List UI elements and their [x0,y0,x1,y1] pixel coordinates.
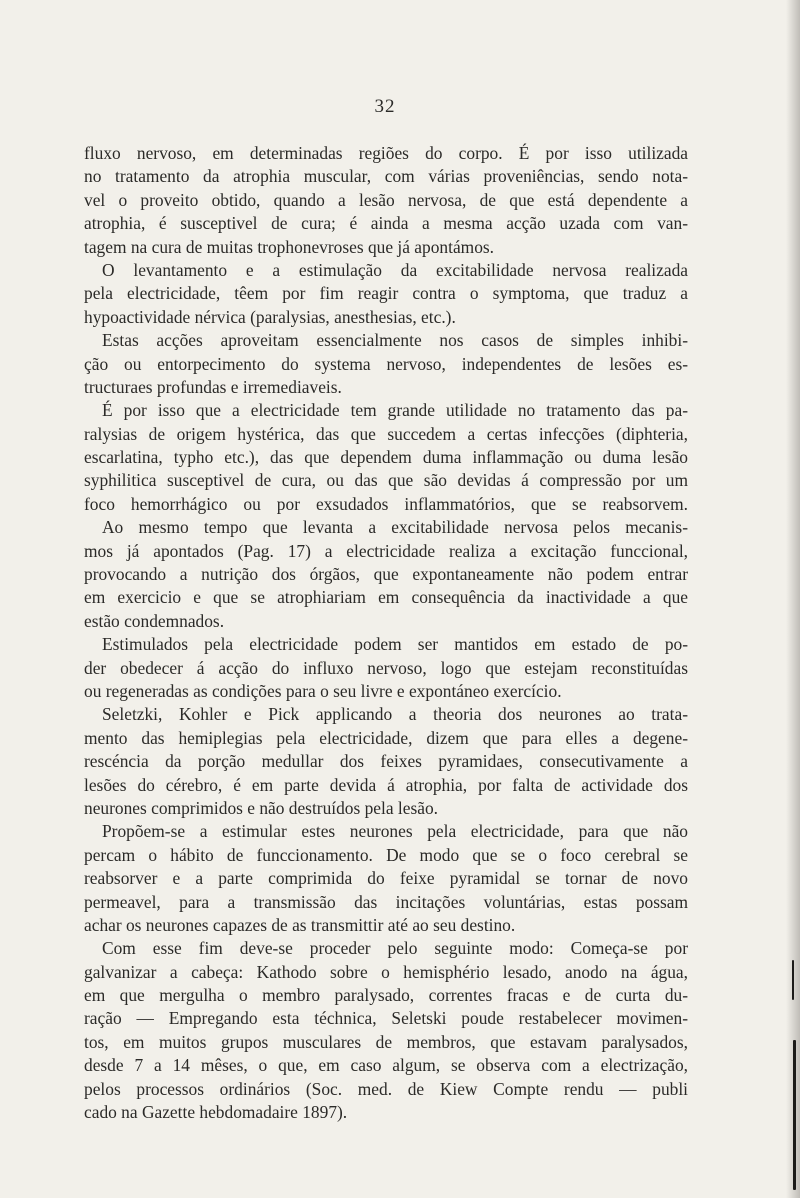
page-edge-shadow [786,0,800,1198]
text-line: O levantamento e a estimulação da excitabilidade nervosa realizada [102,259,688,280]
binding-edge-mark [792,960,794,1000]
body-text [84,142,688,1124]
text-line: Estimulados pela electricidade podem ser mantidos em estado de po- [102,634,688,655]
text-line: tructuraes profundas e irremediaveis. [84,376,342,397]
text-line: permeavel, para a transmissão das incitações voluntárias, estas possam [84,891,688,912]
text-line: achar os neurones capazes de as transmittir até ao seu destino. [84,914,516,935]
text-line: Propõem-se a estimular estes neurones pela electricidade, para que não [102,821,688,842]
text-line: em que mergulha o membro paralysado, correntes fracas e de curta du- [84,985,688,1006]
binding-edge-mark [793,1040,796,1190]
text-line: Com esse fim deve-se proceder pelo seguinte modo: Começa-se por [102,938,688,959]
text-line: Ao mesmo tempo que levanta a excitabilidade nervosa pelos mecanis- [102,517,688,538]
text-line: rescéncia da porção medullar dos feixes pyramidaes, consecutivamente a [84,751,688,772]
text-line: Seletzki, Kohler e Pick applicando a theoria dos neurones ao trata- [102,704,688,725]
text-line: reabsorver e a parte comprimida do feixe pyramidal se tornar de novo [84,868,688,889]
text-line: ção ou entorpecimento do systema nervoso, independentes de lesões es- [84,353,688,374]
text-line: ração — Empregando esta téchnica, Seletski poude restabelecer movimen- [84,1008,688,1029]
text-line: estão condemnados. [84,610,225,631]
text-line: mos já apontados (Pag. 17) a electricidade realiza a excitação funccional, [84,540,688,561]
text-line: provocando a nutrição dos órgãos, que expontaneamente não podem entrar [84,564,688,585]
text-line: tos, em muitos grupos musculares de membros, que estavam paralysados, [84,1031,688,1052]
text-line: Estas acções aproveitam essencialmente nos casos de simples inhibi- [102,330,688,351]
text-line: É por isso que a electricidade tem grande utilidade no tratamento das pa- [102,400,688,421]
text-line: escarlatina, typho etc.), das que dependem duma inflammação ou duma lesão [84,447,688,468]
text-line: hypoactividade nérvica (paralysias, anesthesias, etc.). [84,306,456,327]
text-line: vel o proveito obtido, quando a lesão nervosa, de que está dependente a [84,189,688,210]
text-line: fluxo nervoso, em determinadas regiões do corpo. É por isso utilizada [84,143,688,163]
text-line: galvanizar a cabeça: Kathodo sobre o hemisphério lesado, anodo na água, [84,961,688,982]
text-line: mento das hemiplegias pela electricidade, dizem que para elles a degene- [84,727,688,748]
text-line: em exercicio e que se atrophiariam em consequência da inactividade a que [84,587,688,608]
text-line: tagem na cura de muitas trophonevroses que já apontámos. [84,236,495,257]
text-line: foco hemorrhágico ou por exsudados inflammatórios, que se reabsorvem. [84,493,688,514]
text-line: ou regeneradas as condições para o seu livre e expontáneo exercício. [84,680,562,701]
text-line: percam o hábito de funccionamento. De modo que se o foco cerebral se [84,844,688,865]
text-line: syphilitica susceptivel de cura, ou das que são devidas á compressão por um [84,470,688,491]
text-line: neurones comprimidos e não destruídos pela lesão. [84,797,439,818]
text-line: cado na Gazette hebdomadaire 1897). [84,1102,348,1123]
page-number: 32 [374,96,396,117]
text-line: pelos processos ordinários (Soc. med. de Kiew Compte rendu — publi [84,1078,688,1099]
text-line: atrophia, é susceptivel de cura; é ainda a mesma acção uzada com van- [84,213,688,234]
text-line: lesões do cérebro, é em parte devida á atrophia, por falta de actividade dos [84,774,688,795]
text-line: desde 7 a 14 mêses, o que, em caso algum, se observa com a electrização, [84,1055,688,1076]
text-line: pela electricidade, têem por fim reagir contra o symptoma, que traduz a [84,283,688,304]
text-line: no tratamento da atrophia muscular, com várias proveniências, sendo nota- [84,166,688,187]
text-line: ralysias de origem hystérica, das que succedem a certas infecções (diphteria, [84,423,688,444]
text-line: der obedecer á acção do influxo nervoso, logo que estejam reconstituídas [84,657,688,678]
